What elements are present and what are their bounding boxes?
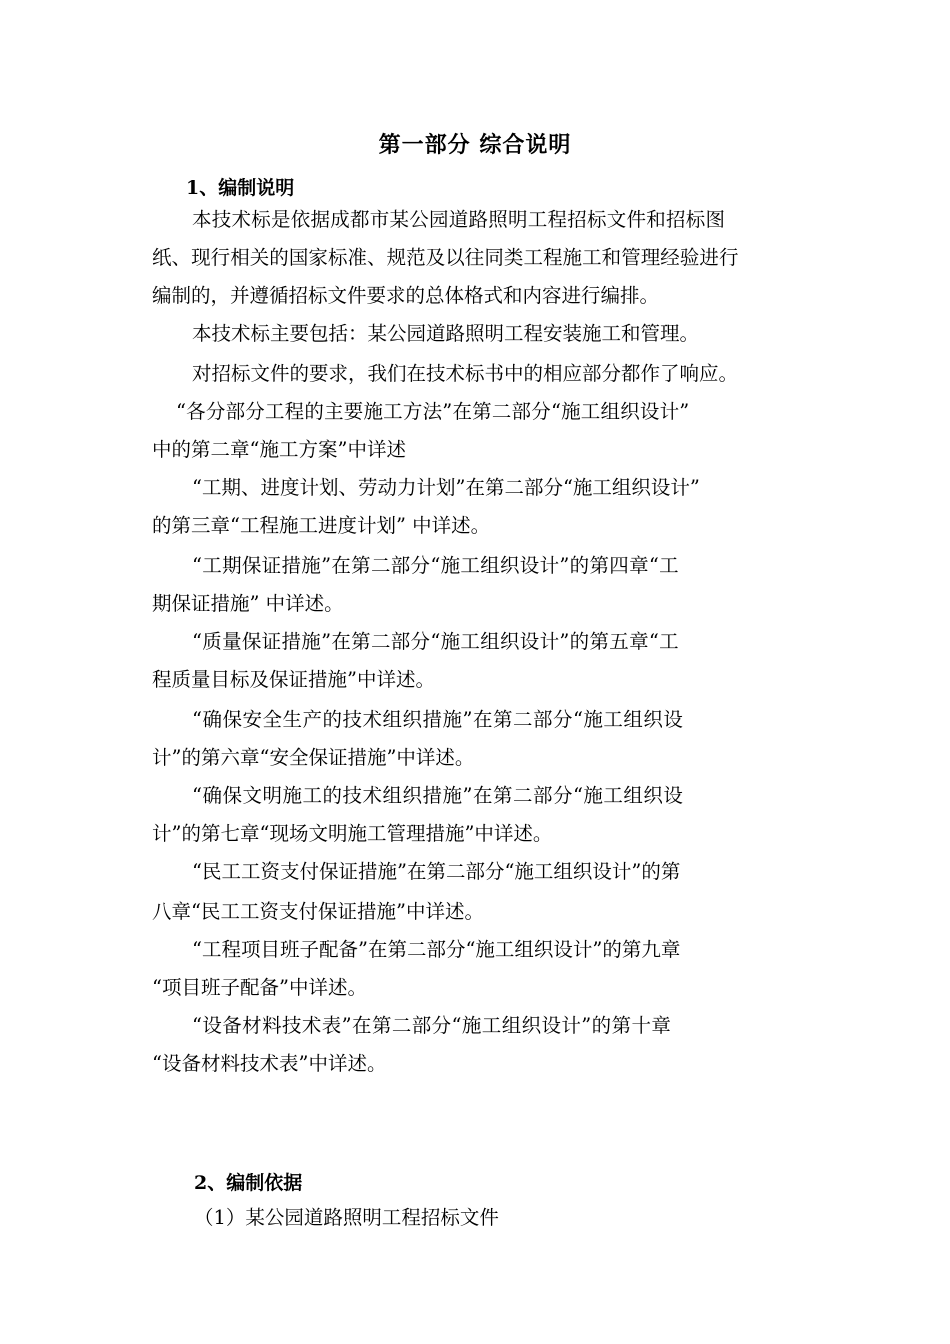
paragraph-line: “工期、进度计划、劳动力计划”在第二部分“施工组织设计” bbox=[192, 476, 700, 499]
paragraph-line: 本技术标是依据成都市某公园道路照明工程招标文件和招标图 bbox=[192, 208, 726, 231]
paragraph-line: “工期保证措施”在第二部分“施工组织设计”的第四章“工 bbox=[192, 554, 679, 577]
paragraph-line: 中的第二章“施工方案”中详述 bbox=[152, 438, 406, 461]
paragraph-line: 本技术标主要包括：某公园道路照明工程安装施工和管理。 bbox=[192, 322, 700, 345]
list-item: （1）某公园道路照明工程招标文件 bbox=[194, 1206, 499, 1229]
paragraph-line: “质量保证措施”在第二部分“施工组织设计”的第五章“工 bbox=[192, 630, 679, 653]
paragraph-line: “工程项目班子配备”在第二部分“施工组织设计”的第九章 bbox=[192, 938, 681, 961]
paragraph-line: 期保证措施” 中详述。 bbox=[152, 592, 344, 615]
paragraph-line: “项目班子配备”中详述。 bbox=[152, 976, 367, 999]
paragraph-line: 计”的第六章“安全保证措施”中详述。 bbox=[152, 746, 475, 769]
paragraph-line: “设备材料技术表”在第二部分“施工组织设计”的第十章 bbox=[192, 1014, 672, 1037]
page-title: 第一部分 综合说明 bbox=[378, 132, 572, 158]
paragraph-line: 编制的，并遵循招标文件要求的总体格式和内容进行编排。 bbox=[152, 284, 660, 307]
paragraph-line: 的第三章“工程施工进度计划” 中详述。 bbox=[152, 514, 491, 537]
paragraph-line: “各分部分工程的主要施工方法”在第二部分“施工组织设计” bbox=[176, 400, 690, 423]
paragraph-line: 程质量目标及保证措施”中详述。 bbox=[152, 668, 435, 691]
paragraph-line: “设备材料技术表”中详述。 bbox=[152, 1052, 387, 1075]
paragraph-line: 纸、现行相关的国家标准、规范及以往同类工程施工和管理经验进行 bbox=[152, 246, 739, 269]
section-heading-1: 1、编制说明 bbox=[186, 177, 295, 199]
paragraph-line: “民工工资支付保证措施”在第二部分“施工组织设计”的第 bbox=[192, 860, 681, 883]
section-heading-2: 2、编制依据 bbox=[194, 1172, 303, 1194]
paragraph-line: 计”的第七章“现场文明施工管理措施”中详述。 bbox=[152, 822, 553, 845]
paragraph-line: 对招标文件的要求，我们在技术标书中的相应部分都作了响应。 bbox=[192, 362, 739, 385]
paragraph-line: “确保文明施工的技术组织措施”在第二部分“施工组织设 bbox=[192, 784, 684, 807]
paragraph-line: “确保安全生产的技术组织措施”在第二部分“施工组织设 bbox=[192, 708, 684, 731]
paragraph-line: 八章“民工工资支付保证措施”中详述。 bbox=[152, 900, 484, 923]
